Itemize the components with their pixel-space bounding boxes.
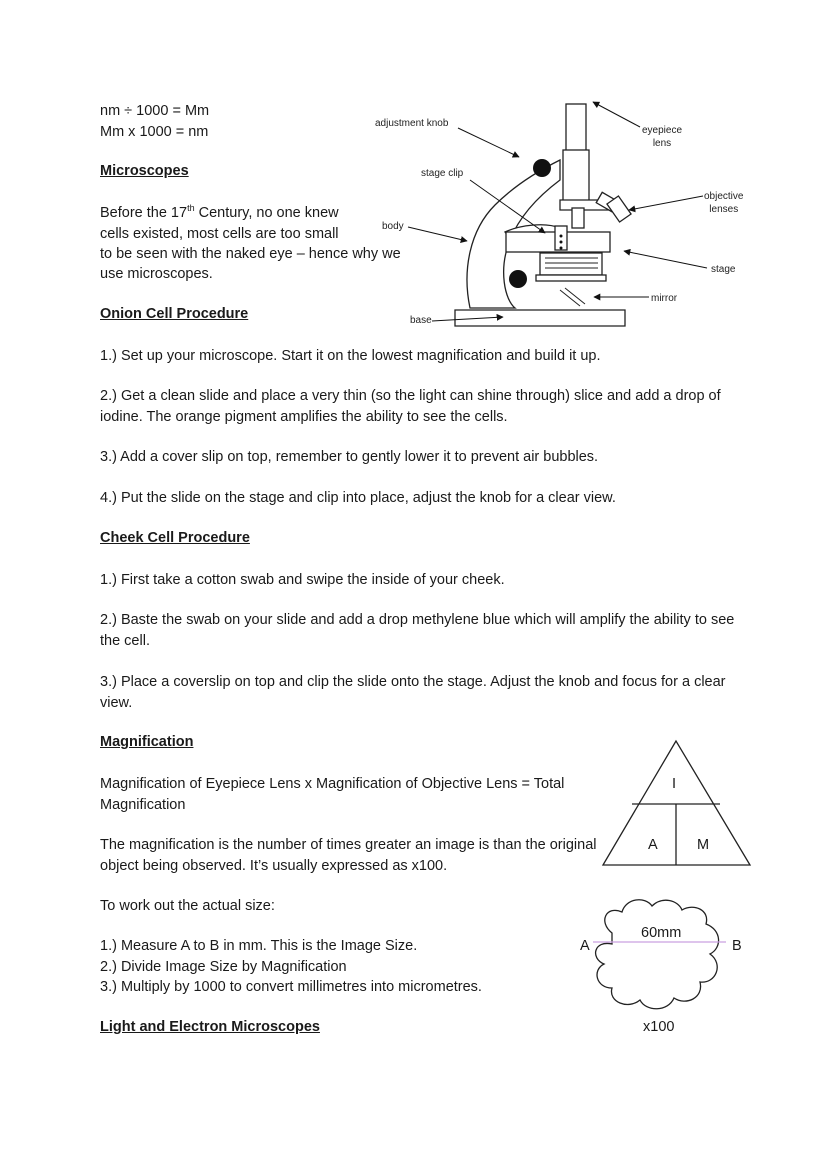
label-mirror: mirror — [651, 293, 678, 304]
actual-size-intro: To work out the actual size: — [100, 898, 275, 914]
cheek-step-3: 3.) Place a coverslip on top and clip the slide onto the stage. Adjust the knob and focus for a clear view. — [100, 674, 726, 711]
magnification-formula: Magnification of Eyepiece Lens x Magnification of Objective Lens = Total Magnification — [100, 776, 565, 813]
microscopes-intro-line1: Before the 17th Century, no one knew — [100, 203, 339, 221]
magnification-definition: The magnification is the number of times greater an image is than the original object being observed. It’s usually expressed as x100. — [100, 837, 597, 874]
onion-step-4: 4.) Put the slide on the stage and clip into place, adjust the knob for a clear view. — [100, 490, 616, 506]
onion-step-2: 2.) Get a clean slide and place a very thin (so the light can shine through) slice and add a drop of iodine. The orange pigment amplifies the ability to see the cells. — [100, 388, 721, 425]
triangle-label-i: I — [672, 776, 677, 792]
cell-scale-x100: x100 — [643, 1019, 675, 1035]
label-base: base — [410, 315, 432, 326]
cell-measure-60mm: 60mm — [641, 925, 682, 941]
microscopes-intro-line4: use microscopes. — [100, 266, 213, 282]
triangle-label-a: A — [648, 837, 658, 853]
actual-size-step-3: 3.) Multiply by 1000 to convert millimetres into micrometres. — [100, 979, 482, 995]
actual-size-step-1: 1.) Measure A to B in mm. This is the Image Size. — [100, 938, 418, 954]
cell-point-a: A — [580, 938, 590, 954]
label-adjustment-knob: adjustment knob — [375, 118, 449, 129]
triangle-label-m: M — [697, 837, 710, 853]
onion-step-1: 1.) Set up your microscope. Start it on the lowest magnification and build it up. — [100, 348, 601, 364]
label-stage-clip: stage clip — [421, 168, 464, 179]
label-body: body — [382, 221, 404, 232]
onion-procedure-heading: Onion Cell Procedure — [100, 306, 249, 322]
magnification-heading: Magnification — [100, 734, 194, 750]
conversion-nm-to-mm: nm ÷ 1000 = Mm — [100, 103, 210, 119]
microscopes-heading: Microscopes — [100, 163, 189, 179]
microscopes-intro-line2: cells existed, most cells are too small — [100, 226, 339, 242]
cheek-step-2: 2.) Baste the swab on your slide and add a drop methylene blue which will amplify the ability to see the cell. — [100, 612, 735, 649]
actual-size-step-2: 2.) Divide Image Size by Magnification — [100, 959, 347, 975]
cheek-step-1: 1.) First take a cotton swab and swipe the inside of your cheek. — [100, 572, 505, 588]
cheek-procedure-heading: Cheek Cell Procedure — [100, 530, 250, 546]
conversion-mm-to-nm: Mm x 1000 = nm — [100, 124, 209, 140]
label-stage: stage — [711, 264, 736, 275]
onion-step-3: 3.) Add a cover slip on top, remember to gently lower it to prevent air bubbles. — [100, 449, 599, 465]
light-electron-heading: Light and Electron Microscopes — [100, 1019, 320, 1035]
label-eyepiece-lens: eyepiece lens — [642, 125, 683, 149]
cell-point-b: B — [732, 938, 742, 954]
microscopes-intro-line3: to be seen with the naked eye – hence why we — [100, 246, 401, 262]
label-objective-lenses: objective lenses — [704, 191, 744, 215]
